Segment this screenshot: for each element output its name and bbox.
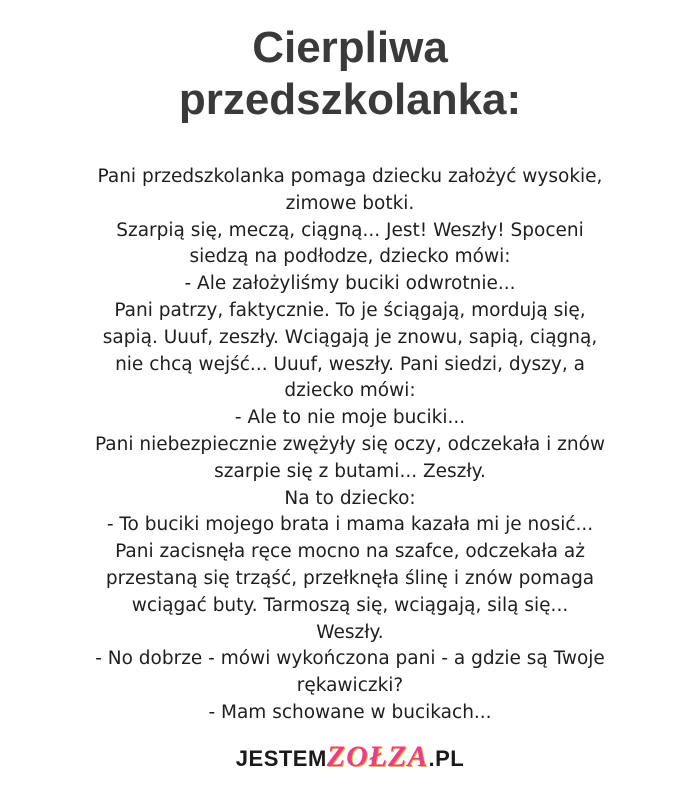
story-line: przestaną się trząść, przełknęła ślinę i znów pomaga [105, 567, 595, 589]
story-line: Pani zacisnęła ręce mocno na szafce, odczekała aż [115, 541, 585, 563]
story-line: Weszły. [316, 621, 384, 643]
story-line: - No dobrze - mówi wykończona pani - a gdzie są Twoje [95, 648, 605, 670]
story-line: dziecko mówi: [284, 380, 416, 402]
story-line: zimowe botki. [285, 192, 415, 214]
story-line: szarpie się z butami... Zeszły. [214, 460, 486, 482]
story-text [0, 164, 700, 727]
title-line-2: przedszkolanka: [178, 75, 522, 124]
story-line: Pani przedszkolanka pomaga dziecku założyć wysokie, [97, 166, 603, 187]
brand-suffix: .PL [428, 746, 465, 771]
brand-accent-word: ZOŁZA [326, 740, 429, 773]
story-line: Szarpią się, meczą, ciągną... Jest! Weszły! Spoceni [116, 219, 584, 241]
title-line-1: Cierpliwa [252, 23, 448, 72]
story-line: rękawiczki? [296, 675, 404, 697]
story-line: sapią. Uuuf, zeszły. Wciągają je znowu, sapią, ciągną, [102, 326, 598, 348]
brand-logo [0, 742, 700, 774]
story-line: - Mam schowane w bucikach... [208, 701, 492, 723]
story-line: nie chcą wejść... Uuuf, weszły. Pani siedzi, dyszy, a [115, 353, 585, 375]
story-line: - Ale założyliśmy buciki odwrotnie... [184, 273, 516, 295]
story-line: Pani niebezpiecznie zwężyły się oczy, odczekała i znów [94, 433, 606, 455]
story-line: Pani patrzy, faktycznie. To je ściągają, mordują się, [114, 299, 586, 321]
story-line: - Ale to nie moje buciki... [234, 407, 466, 429]
story-line: wciągać buty. Tarmoszą się, wciągają, silą się... [131, 594, 569, 616]
story-line: siedzą na podłodze, dziecko mówi: [189, 246, 511, 268]
brand-prefix: JESTEM [235, 746, 327, 771]
page-title [0, 22, 700, 126]
story-line: Na to dziecko: [284, 487, 416, 509]
story-line: - To buciki mojego brata i mama kazała mi je nosić... [106, 514, 594, 536]
